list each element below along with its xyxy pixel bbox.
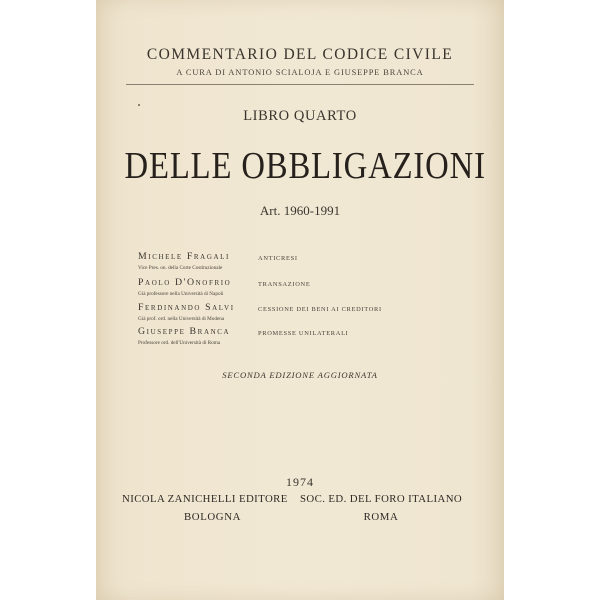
author-name: Michele Fragali: [138, 251, 230, 262]
title-page: [96, 0, 504, 600]
paper-speck: [138, 104, 140, 106]
author-topic: ANTICRESI: [258, 255, 298, 262]
author-role: Vice Pres. on. della Corte Costituzionale: [138, 265, 223, 271]
author-role: Già prof. ord. nella Università di Modena: [138, 316, 225, 322]
author-topic: CESSIONE DEI BENI AI CREDITORI: [258, 306, 382, 313]
author-topic: PROMESSE UNILATERALI: [258, 330, 349, 337]
edition-note: SECONDA EDIZIONE AGGIORNATA: [222, 370, 378, 380]
city-right: ROMA: [363, 511, 399, 523]
city-left: BOLOGNA: [184, 511, 241, 523]
author-topic: TRANSAZIONE: [258, 281, 311, 288]
author-role: Professore ord. dell'Università di Roma: [138, 340, 221, 346]
author-name: Ferdinando Salvi: [138, 302, 235, 313]
article-range: Art. 1960-1991: [259, 203, 341, 218]
series-title: COMMENTARIO DEL CODICE CIVILE: [146, 46, 454, 63]
publisher-right: SOC. ED. DEL FORO ITALIANO: [300, 493, 463, 505]
header-rule: [126, 84, 474, 85]
book-title: DELLE OBBLIGAZIONI: [124, 145, 486, 187]
author-name: Giuseppe Branca: [138, 326, 231, 337]
author-name: Paolo D'Onofrio: [138, 277, 232, 288]
book-part: LIBRO QUARTO: [243, 108, 357, 124]
author-role: Già professore nella Università di Napoli: [138, 291, 224, 297]
publisher-left: NICOLA ZANICHELLI EDITORE: [122, 493, 288, 505]
series-editors: A CURA DI ANTONIO SCIALOJA E GIUSEPPE BRANCA: [176, 68, 424, 77]
publication-year: 1974: [286, 475, 314, 489]
